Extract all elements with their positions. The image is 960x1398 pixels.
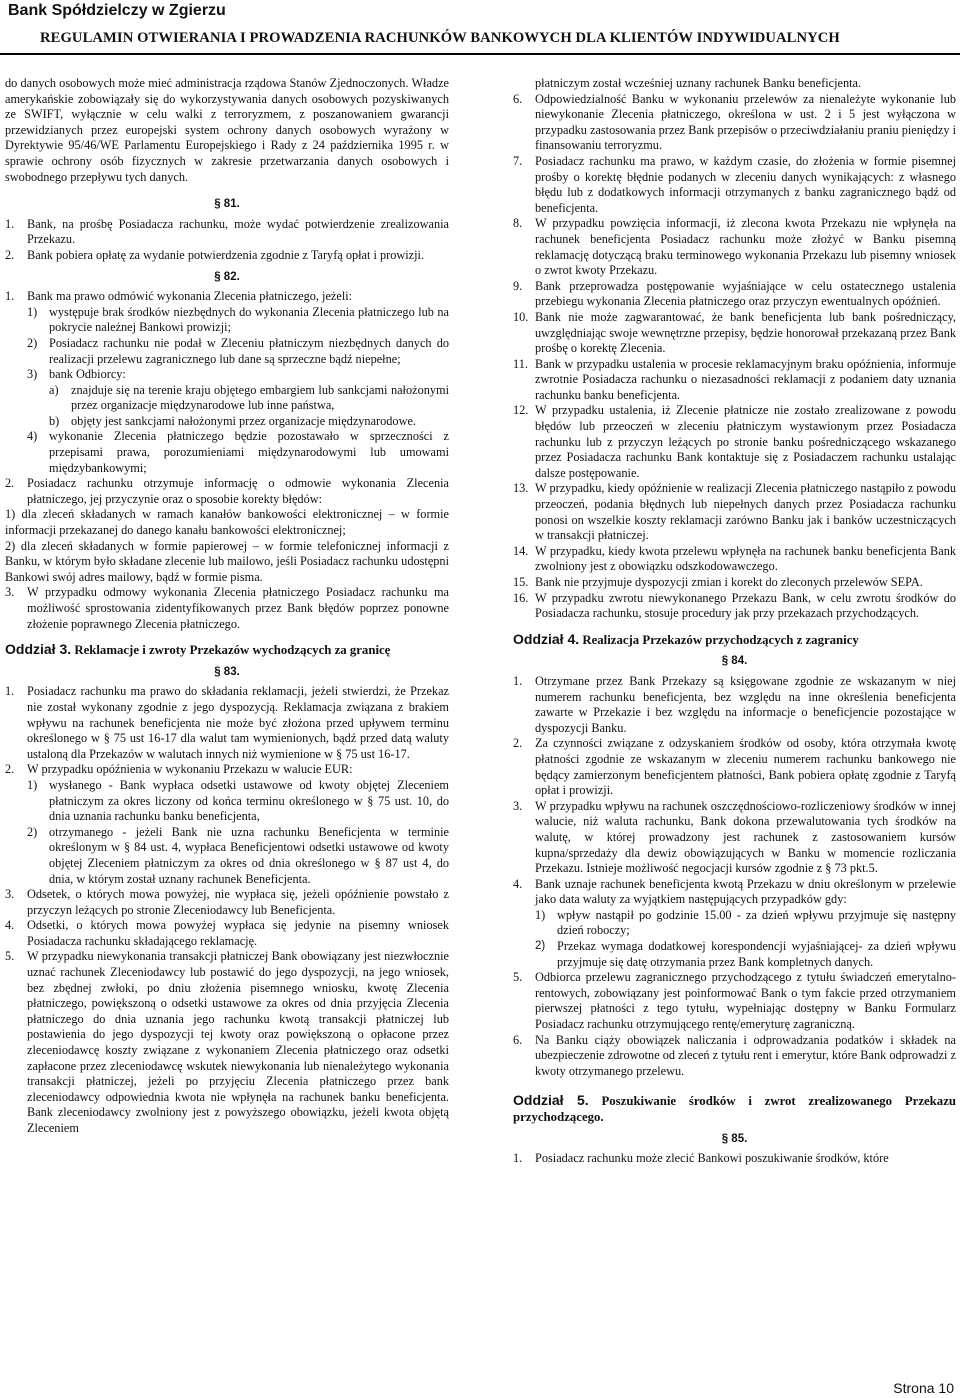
para-82-1-2: 2) Posiadacz rachunku nie podał w Zleceniu płatniczym niezbędnych danych do realizacji przelewu zagranicznego lub dane są sprzeczne bądź niepełne; <box>27 335 449 366</box>
para-83-6: 6. Odpowiedzialność Banku w wykonaniu przelewów za nienależyte wykonanie lub niewykonanie Zlecenia płatniczego, określona w ust. 2 i 5 jest wyłączona w przypadku zastosowania przez Bank przepisów o przeciwdziałaniu praniu pieniędzy i finansowaniu terroryzmu. <box>513 91 957 153</box>
para-81-2: 2. Bank pobiera opłatę za wydanie potwierdzenia zgodnie z Taryfą opłat i prowizji. <box>5 247 425 262</box>
para-82-2-1: 1) dla zleceń składanych w ramach kanałów bankowości elektronicznej – w formie informacji przekazanej do danego kanału bankowości elektronicznej; <box>5 507 449 538</box>
para-83-11: 11. Bank w przypadku ustalenia w procesie reklamacyjnym braku opóźnienia, informuje zwrotnie Posiadacza rachunku o niezasadności reklamacji z podaniem daty uznania rachunku banku beneficjenta. <box>513 356 956 402</box>
para-83-5: 5. W przypadku niewykonania transakcji płatniczej Bank obowiązany jest niezwłocznie uznać rachunek Zleceniodawcy lub postawić do jego dyspozycji, na jego wniosek, bez zbędnej zwłoki, po dniu złożenia pisemnego wniosku, kwotę Zlecenia płatniczego, powiększoną o odsetki ustawowe za okres od dnia przyjęcia Zlecenia płatniczego do dnia uznania jego rachunku kwotą transakcji płatniczej lub postawienia do jego dyspozycji tej kwoty oraz powiększoną o opłacone przez zleceniodawcę koszty związane z wykonaniem Zlecenia płatniczego oraz odsetki zapłacone przez zleceniodawcę wskutek niewykonania lub nienależytego wykonania transakcji płatniczej, jeżeli po przyjęciu Zlecenia płatniczego przez bank zleceniodawcy odpowiednia kwota nie wpłynęła na rachunek banku beneficjenta. Bank zleceniodawcy zwolniony jest z powyższego obowiązku, jeżeli kwota objętą Zleceniem <box>5 949 449 1135</box>
section-83: § 83. <box>214 665 240 678</box>
para-83-4: 4. Odsetki, o których mowa powyżej wypłaca się jedynie na pisemny wniosek Posiadacza rachunku składającego reklamację. <box>5 918 449 948</box>
bank-name: Bank Spółdzielczy w Zgierzu <box>8 2 226 19</box>
para-82-1-3b: b) objęty jest sankcjami nałożonymi przez organizacje międzynarodowe. <box>49 413 416 428</box>
right-column <box>513 76 956 1167</box>
para-84-4-2: 2) Przekaz wymaga dodatkowej korespondencji wyjaśniającej- za dzień wpływu przyjmuje się datę otrzymania przez Bank kompletnych danych. <box>535 939 956 969</box>
para-85-1: 1. Posiadacz rachunku może zlecić Bankowi poszukiwanie środków, które <box>513 1151 889 1166</box>
para-83-5-cont: płatniczym został wcześniej uznany rachunek Banku beneficjenta. <box>535 76 862 90</box>
para-83-3: 3. Odsetek, o których mowa powyżej, nie wypłaca się, jeżeli opóźnienie powstało z przyczyn leżących po stronie Zleceniodawcy lub Beneficjenta. <box>5 887 449 917</box>
para-82-1-4: 4) wykonanie Zlecenia płatniczego będzie pozostawało w sprzeczności z przepisami prawa, porozumieniami międzynarodowymi lub umowami międzybankowymi; <box>27 429 449 475</box>
para-84-4: 4. Bank uznaje rachunek beneficjenta kwotą Przekazu w dniu określonym w przelewie jako data waluty za wyjątkiem następujących przypadków gdy: <box>513 876 956 907</box>
para-82-2-2: 2) dla zleceń składanych w formie papierowej – w formie telefonicznej informacji z Banku, w którym było składane zlecenie lub mailowo, jeśli Posiadacz rachunku udostępni Bankowi swój adres mailowy, bądź w formie pisma. <box>5 538 449 584</box>
para-82-3: 3. W przypadku odmowy wykonania Zlecenia płatniczego Posiadacz rachunku ma możliwość sprostowania zidentyfikowanych przez Bank błędów poprzez ponowne złożenie poprawnego Zlecenia płatniczego. <box>5 585 449 631</box>
para-84-3: 3. W przypadku wpływu na rachunek oszczędnościowo-rozliczeniowy środków w innej walucie, niż waluta rachunku, Bank dokona przewalutowania tych środków na walutę, w której prowadzony jest rachunek z zastosowaniem kursów kupna/sprzedaży dla dewiz obowiązujących w Banku w momencie rozliczania Przekazu. Istnieje możliwość negocjacji kursów zgodnie z § 73 pkt.5. <box>513 798 956 876</box>
intro-paragraph: do danych osobowych może mieć administracja rządowa Stanów Zjednoczonych. Władze amerykańskie zobowiązały się do wykorzystywania danych osobowych pozyskiwanych ze SWIFT, wyłącznie w celu walki z terroryzmem, z poszanowaniem gwarancji przewidzianych przez europejski system ochrony danych osobowych wyrażony w Dyrektywie 95/46/WE Parlamentu Europejskiego i Rady z 24 października 1995 r. w sprawie ochrony osób fizycznych w zakresie przetwarzania danych osobowych i swobodnego przepływu tych danych. <box>5 76 449 184</box>
oddzial-3-heading: Oddział 3. Reklamacje i zwroty Przekazów wychodzących za granicę <box>5 641 391 658</box>
para-83-9: 9. Bank przeprowadza postępowanie wyjaśniające w celu ostatecznego ustalenia przebiegu wykonania Zlecenia płatniczego oraz przyczyn ewentualnych opóźnień. <box>513 278 956 309</box>
document-title: REGULAMIN OTWIERANIA I PROWADZENIA RACHUNKÓW BANKOWYCH DLA KLIENTÓW INDYWIDUALNYCH <box>40 30 840 46</box>
para-84-2: 2. Za czynności związane z odzyskaniem środków od osoby, która otrzymała kwotę płatności zgodnie ze wskazanym w zleceniu numerem rachunku bankowego nie będący zamierzonym beneficjentem płatności, Bank pobiera opłatę zgodnie z Taryfą opłat i prowizji. <box>513 736 956 798</box>
para-83-13: 13. W przypadku, kiedy opóźnienie w realizacji Zlecenia płatniczego nastąpiło z powodu przeoczeń, podania błędnych lub niepełnych danych przez Posiadacza rachunku ponosi on wszelkie koszty reklamacji zarówno Banku jak i banków uczestniczących w transakcji płatniczej. <box>513 481 956 543</box>
oddzial-4-heading: Oddział 4. Realizacja Przekazów przychodzących z zagranicy <box>513 630 859 647</box>
section-81: § 81. <box>214 198 240 211</box>
para-82-1-3a: a) znajduje się na terenie kraju objętego embargiem lub sankcjami nałożonymi przez organizacje międzynarodowe lub inne państwa, <box>49 382 449 413</box>
para-83-1: 1. Posiadacz rachunku ma prawo do składania reklamacji, jeżeli stwierdzi, że Przekaz nie został wykonany zgodnie z jego dyspozycją. Reklamacja związana z brakiem wpływu na rachunek beneficjenta nie może być złożona przed upływem terminu określonego w § 75 ust 16-17 dla walut tam wymienionych, bądź przed datą waluty ustaloną dla Przekazów w walutach innych niż wymienione w § 75 ust 16-17. <box>5 684 449 761</box>
para-83-15: 15. Bank nie przyjmuje dyspozycji zmian i korekt do zleconych przelewów SEPA. <box>513 575 923 589</box>
para-84-5: 5. Odbiorca przelewu zagranicznego przychodzącego z tytułu świadczeń emerytalno-rentowych, zobowiązany jest poinformować Bank o tym fakcie przed otrzymaniem pierwszej płatności z tego tytułu, wypełniając dostępny w Banku Formularz Posiadacz rachunku otrzymującego rentę/emeryturę zagraniczną. <box>513 970 956 1032</box>
para-84-4-1: 1) wpływ nastąpił po godzinie 15.00 - za dzień wpływu przyjmuje się następny dzień roboczy; <box>535 907 956 938</box>
para-81-1: 1. Bank, na prośbę Posiadacza rachunku, może wydać potwierdzenie zrealizowania Przekazu. <box>5 216 449 247</box>
para-83-10: 10. Bank nie może zagwarantować, że bank beneficjenta lub bank pośredniczący, uwzględniając swoje wewnętrzne przepisy, będzie honorował przekazaną przez Bank prośbę o korektę Zlecenia. <box>513 309 956 356</box>
para-83-2-1: 1) wysłanego - Bank wypłaca odsetki ustawowe od kwoty objętej Zleceniem płatniczym za okres liczony od końca terminu określonego w § 75 ust. 10, do dnia uznania rachunku banku beneficjenta, <box>27 777 449 824</box>
para-82-1-3: 3) bank Odbiorcy: <box>27 367 126 382</box>
para-84-1: 1. Otrzymane przez Bank Przekazy są księgowane zgodnie ze wskazanym w niej numerem rachunku beneficjenta, bez względu na inne określenia beneficjenta zawarte w Przekazie i bez względu na informacje o beneficjencie pozostające w dyspozycji Banku. <box>513 673 956 735</box>
para-82-1: 1. Bank ma prawo odmówić wykonania Zlecenia płatniczego, jeżeli: <box>5 289 353 304</box>
para-83-8: 8. W przypadku powzięcia informacji, iż zlecona kwota Przekazu nie wpłynęła na rachunek beneficjenta Posiadacz rachunku może złożyć w Banku pisemną reklamację dotyczącą braku terminowego wykonania Przekazu lub pisemny wniosek o zwrot kwoty Przekazu. <box>513 216 956 278</box>
page-number: Strona 10 <box>893 1380 954 1396</box>
section-84: § 84. <box>721 655 748 668</box>
section-85: § 85. <box>721 1132 748 1145</box>
para-83-14: 14. W przypadku, kiedy kwota przelewu wpłynęła na rachunek banku beneficjenta Bank zwolniony jest z obowiązku odszkodowawczego. <box>513 543 956 574</box>
para-83-7: 7. Posiadacz rachunku ma prawo, w każdym czasie, do złożenia w formie pisemnej prośby o korektę błędnie podanych w zleceniu danych wynikających: z własnego błędu lub z dodatkowych informacji otrzymanych z banku zagranicznego bądź od beneficjenta. <box>513 153 956 215</box>
section-82: § 82. <box>214 270 240 283</box>
para-82-1-1: 1) występuje brak środków niezbędnych do wykonania Zlecenia płatniczego lub na pokrycie należnej Bankowi prowizji; <box>27 304 449 335</box>
para-83-2: 2. W przypadku opóźnienia w wykonaniu Przekazu w walucie EUR: <box>5 762 353 777</box>
para-82-2: 2. Posiadacz rachunku otrzymuje informację o odmowie wykonania Zlecenia płatniczego, jej przyczynie oraz o sposobie korekty błędów: <box>5 476 449 506</box>
para-83-2-2: 2) otrzymanego - jeżeli Bank nie uzna rachunku Beneficjenta w terminie określonym w § 84 ust. 4, wypłaca Beneficjentowi odsetki ustawowe od kwoty objętej Zleceniem płatniczym za okres od dnia określonego w § 87 ust 4, do dnia, w którym został uznany rachunek Beneficjenta. <box>27 824 449 886</box>
para-83-12: 12. W przypadku ustalenia, iż Zlecenie płatnicze nie zostało zrealizowane z powodu błędów lub przeoczeń w zleceniu płatniczym wystawionym przez Posiadacza rachunku lub z przyczyn leżących po stronie banku pośredniczącego wskazanego przez Posiadacza rachunku Bank kontaktuje się z Posiadaczem rachunku ustalając dalsze postępowanie. <box>513 403 956 480</box>
oddzial-5-heading: Oddział 5. Poszukiwanie środków i zwrot zrealizowanego Przekazu przychodzącego. <box>513 1092 956 1124</box>
para-83-16: 16. W przypadku zwrotu niewykonanego Przekazu Bank, w celu zwrotu środków do Posiadacza rachunku, stosuje procedury jak przy przekazach przychodzących. <box>513 590 956 621</box>
left-column <box>5 76 449 1137</box>
header-divider <box>0 53 960 55</box>
page-header <box>0 0 960 70</box>
para-84-6: 6. Na Banku ciąży obowiązek naliczania i odprowadzania podatków i składek na ubezpieczenie zdrowotne od zleceń z tytułu rent i emerytur, które Bank odprowadzi z kwoty otrzymanego przelewu. <box>513 1032 956 1078</box>
